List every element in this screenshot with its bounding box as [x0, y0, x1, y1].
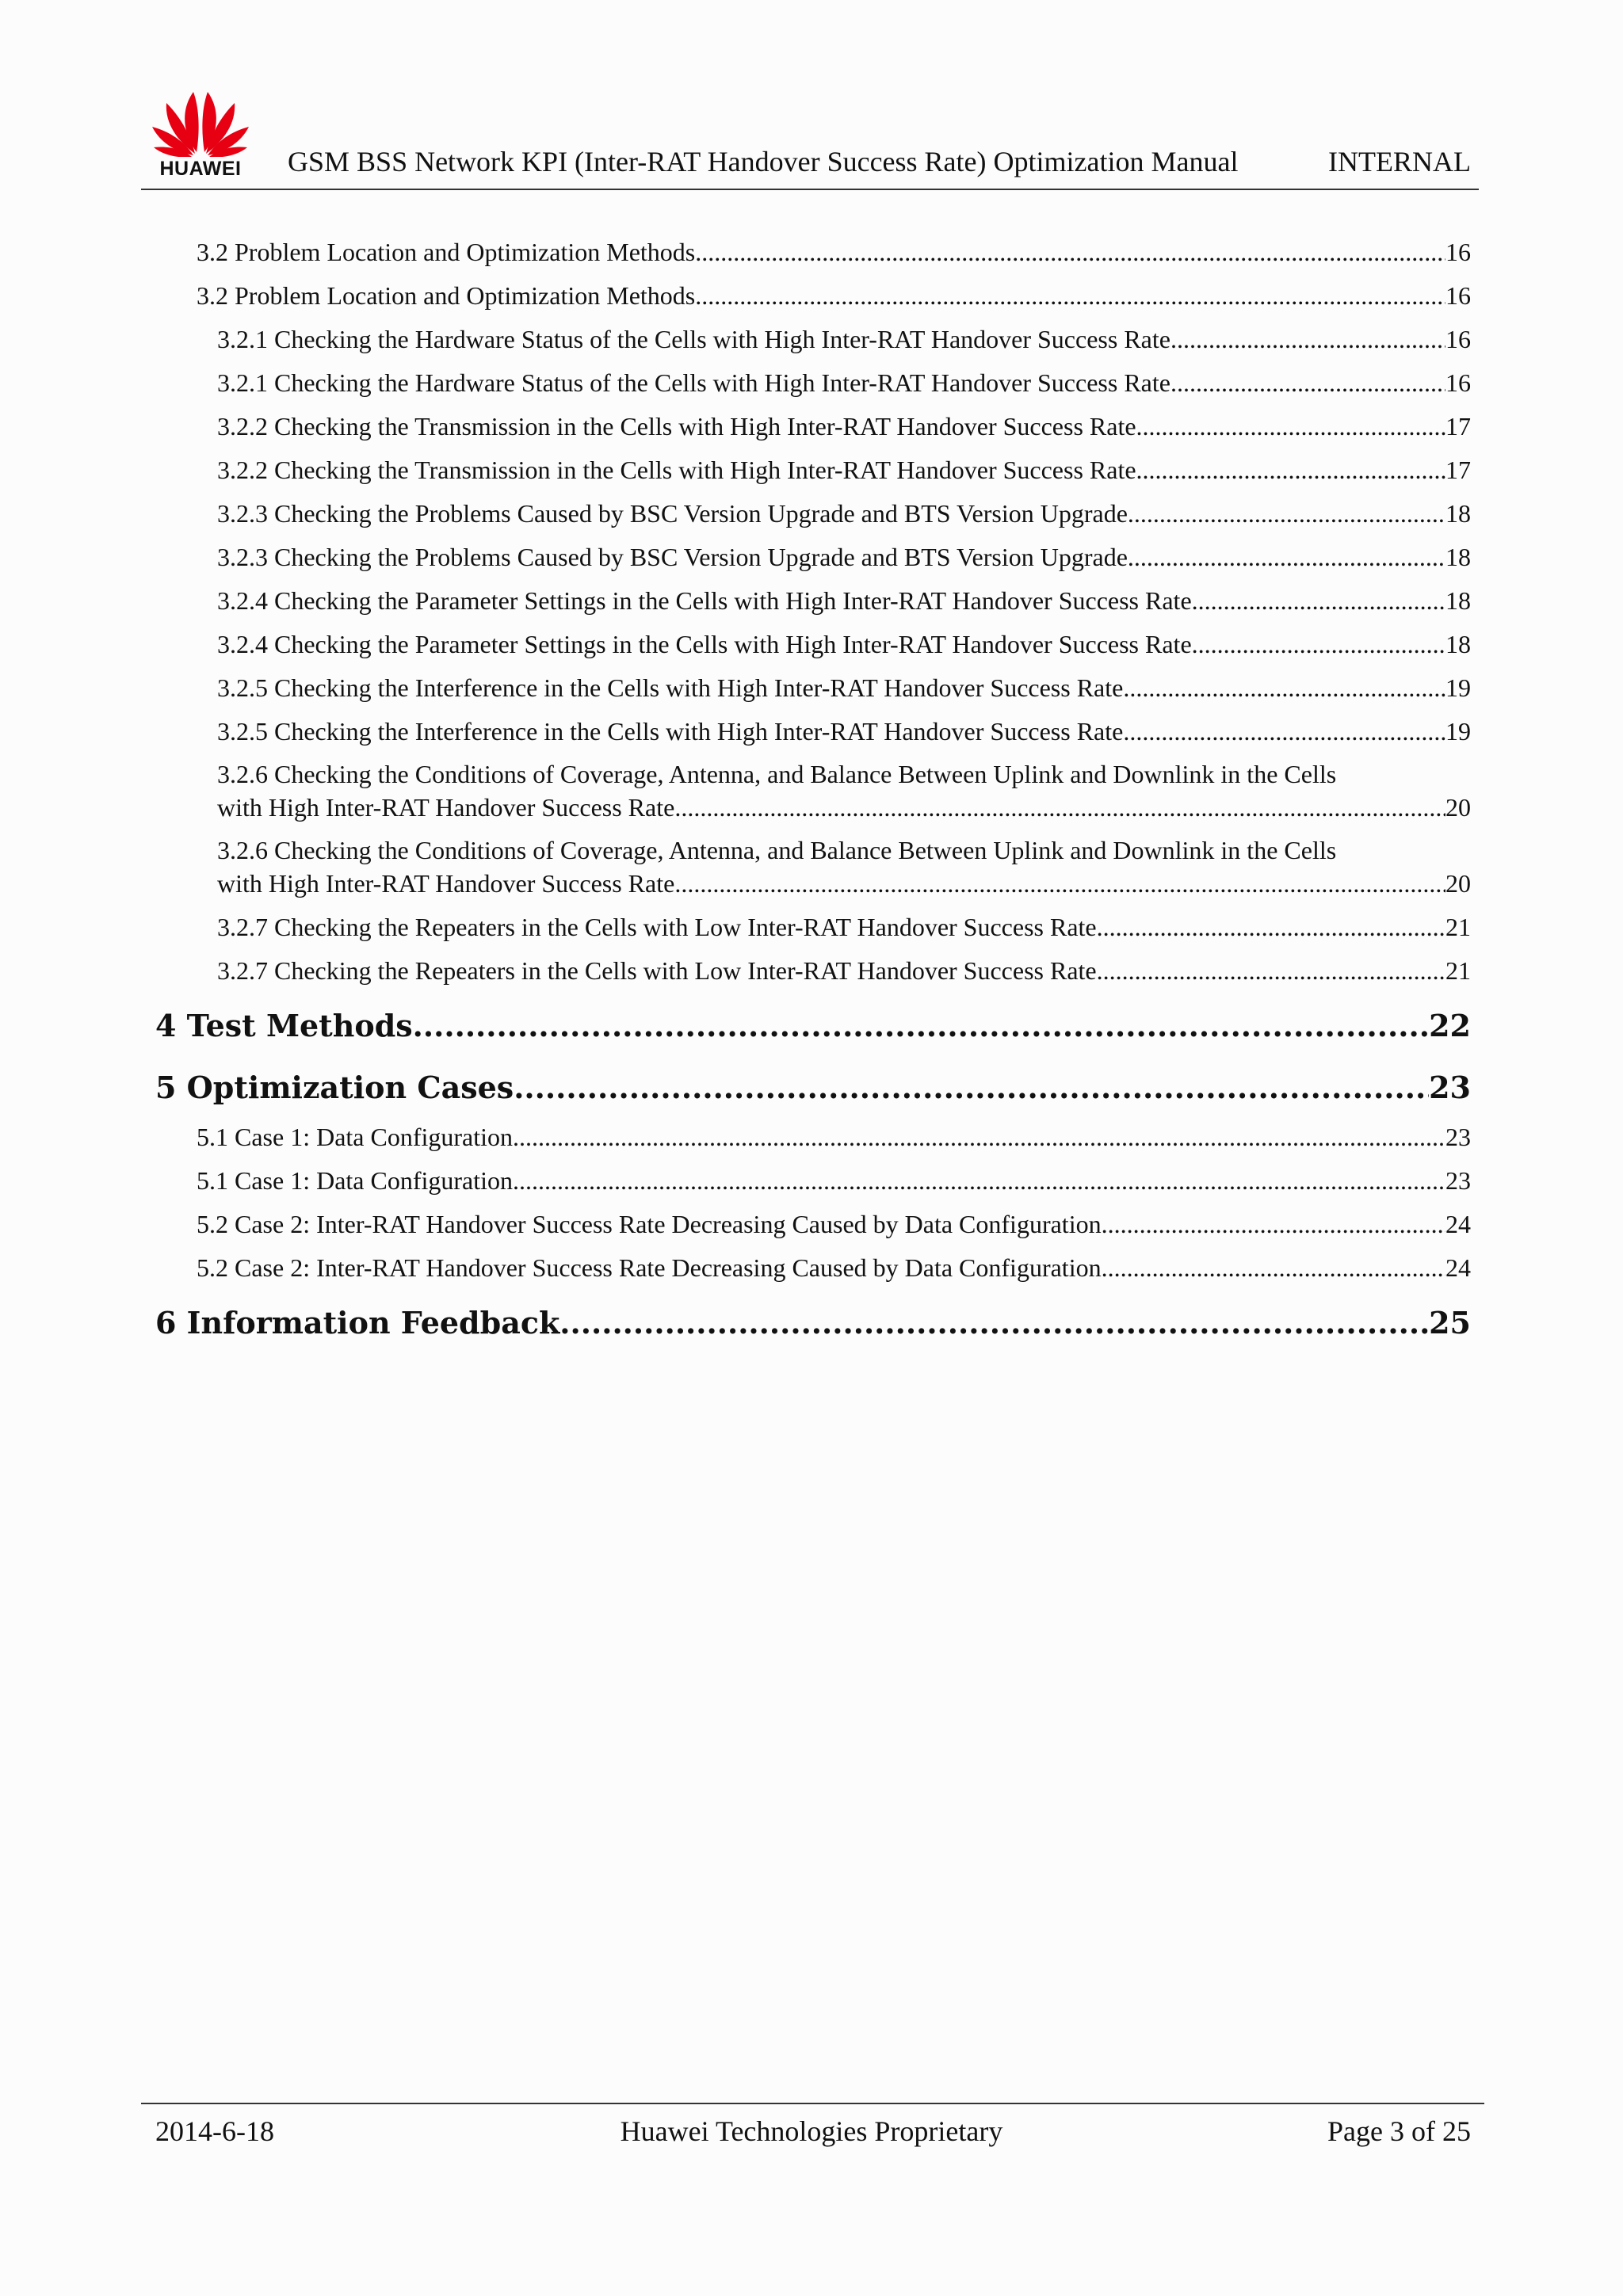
toc-entry[interactable] [197, 279, 1471, 312]
toc-entry[interactable] [197, 1164, 1471, 1197]
toc-entry[interactable] [197, 1207, 1471, 1241]
toc-entry[interactable] [217, 366, 1471, 399]
header-divider [141, 189, 1479, 190]
toc-page-number: 18 [1445, 499, 1471, 528]
toc-entry[interactable] [217, 954, 1471, 987]
toc-dot-leader [1123, 671, 1445, 704]
toc-chapter-title: 4 Test Methods [155, 1008, 413, 1043]
toc-entry-title: 3.2.2 Checking the Transmission in the Cells with High Inter-RAT Handover Success Rate [217, 456, 1136, 484]
toc-entry-title: 3.2.7 Checking the Repeaters in the Cells with Low Inter-RAT Handover Success Rate [217, 956, 1097, 985]
toc-entry[interactable] [217, 757, 1471, 824]
toc-page-number: 21 [1445, 913, 1471, 941]
huawei-logo [151, 86, 250, 185]
toc-dot-leader [514, 1069, 1429, 1107]
toc-page-number: 24 [1445, 1253, 1471, 1282]
toc-page-number: 23 [1445, 1123, 1471, 1151]
toc-entry-title-continued: with High Inter-RAT Handover Success Rate [217, 793, 675, 822]
toc-entry-title: 3.2.6 Checking the Conditions of Coverage, Antenna, and Balance Between Uplink and Downlink in the Cells [217, 836, 1337, 864]
toc-page-number: 18 [1445, 630, 1471, 658]
toc-dot-leader [1170, 366, 1445, 399]
toc-page-number: 17 [1445, 412, 1471, 441]
toc-page-number: 17 [1445, 456, 1471, 484]
toc-entry[interactable] [217, 540, 1471, 574]
toc-dot-leader [1136, 410, 1445, 443]
footer-divider [141, 2103, 1484, 2104]
toc-page-number: 20 [1445, 793, 1471, 822]
toc-entry-title: 3.2.6 Checking the Conditions of Coverage, Antenna, and Balance Between Uplink and Downlink in the Cells [217, 760, 1337, 788]
toc-dot-leader [1102, 1207, 1445, 1241]
toc-entry[interactable] [217, 715, 1471, 748]
toc-page-number: 16 [1445, 368, 1471, 397]
footer-page-number: Page 3 of 25 [1327, 2115, 1471, 2147]
document-title: GSM BSS Network KPI (Inter-RAT Handover Success Rate) Optimization Manual [288, 146, 1239, 177]
toc-page-number: 19 [1445, 673, 1471, 702]
toc-dot-leader [674, 867, 1445, 900]
toc-page-number: 23 [1429, 1070, 1471, 1105]
logo-wordmark: HUAWEI [159, 158, 242, 180]
toc-page-number: 20 [1445, 869, 1471, 898]
toc-dot-leader [1170, 322, 1445, 356]
toc-page-number: 23 [1445, 1166, 1471, 1195]
toc-entry-title: 3.2.1 Checking the Hardware Status of the Cells with High Inter-RAT Handover Success Rate [217, 368, 1170, 397]
toc-page-number: 16 [1445, 281, 1471, 310]
toc-page-number: 16 [1445, 238, 1471, 266]
toc-entry-title: 3.2.5 Checking the Interference in the Cells with High Inter-RAT Handover Success Rate [217, 717, 1124, 746]
toc-entry-title: 3.2.2 Checking the Transmission in the Cells with High Inter-RAT Handover Success Rate [217, 412, 1136, 441]
toc-page-number: 19 [1445, 717, 1471, 746]
toc-chapter-entry[interactable] [155, 1007, 1471, 1045]
classification-label: INTERNAL [1328, 146, 1471, 177]
toc-entry[interactable] [197, 235, 1471, 269]
toc-dot-leader [413, 1007, 1429, 1045]
toc-entry-title: 3.2.3 Checking the Problems Caused by BSC Version Upgrade and BTS Version Upgrade [217, 499, 1128, 528]
toc-page-number: 24 [1445, 1210, 1471, 1238]
toc-dot-leader [513, 1164, 1445, 1197]
toc-page-number: 18 [1445, 543, 1471, 571]
toc-entry[interactable] [217, 671, 1471, 704]
toc-entry-title: 3.2.1 Checking the Hardware Status of the Cells with High Inter-RAT Handover Success Rate [217, 325, 1170, 353]
toc-page-number: 25 [1429, 1305, 1471, 1341]
toc-dot-leader [559, 1304, 1429, 1342]
toc-entry-title: 3.2.3 Checking the Problems Caused by BSC Version Upgrade and BTS Version Upgrade [217, 543, 1128, 571]
toc-dot-leader [1136, 453, 1445, 486]
toc-entry[interactable] [217, 497, 1471, 530]
toc-dot-leader [695, 279, 1445, 312]
toc-entry[interactable] [217, 910, 1471, 944]
toc-dot-leader [1097, 910, 1445, 944]
toc-entry[interactable] [217, 410, 1471, 443]
toc-dot-leader [1192, 584, 1445, 617]
toc-entry[interactable] [217, 453, 1471, 486]
toc-entry-title: 3.2 Problem Location and Optimization Methods [197, 238, 696, 266]
toc-chapter-title: 5 Optimization Cases [155, 1070, 514, 1105]
toc-page-number: 21 [1445, 956, 1471, 985]
toc-entry[interactable] [217, 322, 1471, 356]
toc-entry[interactable] [197, 1120, 1471, 1154]
footer-proprietary-notice: Huawei Technologies Proprietary [620, 2115, 1003, 2147]
toc-entry-title: 5.2 Case 2: Inter-RAT Handover Success Rate Decreasing Caused by Data Configuration [197, 1210, 1102, 1238]
toc-entry-title: 3.2.5 Checking the Interference in the Cells with High Inter-RAT Handover Success Rate [217, 673, 1124, 702]
footer-date: 2014-6-18 [155, 2115, 274, 2147]
toc-entry[interactable] [197, 1251, 1471, 1284]
toc-dot-leader [1097, 954, 1445, 987]
toc-page-number: 16 [1445, 325, 1471, 353]
toc-dot-leader [1192, 627, 1445, 661]
toc-entry-title: 5.1 Case 1: Data Configuration [197, 1123, 514, 1151]
toc-page-number: 18 [1445, 586, 1471, 615]
toc-entry-title: 5.1 Case 1: Data Configuration [197, 1166, 514, 1195]
toc-entry-title: 3.2.7 Checking the Repeaters in the Cells with Low Inter-RAT Handover Success Rate [217, 913, 1097, 941]
toc-dot-leader [513, 1120, 1445, 1154]
toc-entry-title: 3.2.4 Checking the Parameter Settings in the Cells with High Inter-RAT Handover Success Rate [217, 630, 1192, 658]
toc-dot-leader [695, 235, 1445, 269]
toc-dot-leader [1128, 497, 1445, 530]
toc-entry-title: 3.2 Problem Location and Optimization Methods [197, 281, 696, 310]
toc-page-number: 22 [1429, 1008, 1471, 1043]
toc-chapter-entry[interactable] [155, 1304, 1471, 1342]
toc-entry[interactable] [217, 584, 1471, 617]
toc-entry[interactable] [217, 627, 1471, 661]
toc-entry-title: 5.2 Case 2: Inter-RAT Handover Success Rate Decreasing Caused by Data Configuration [197, 1253, 1102, 1282]
toc-chapter-title: 6 Information Feedback [155, 1305, 560, 1341]
toc-entry[interactable] [217, 833, 1471, 900]
toc-dot-leader [1123, 715, 1445, 748]
toc-dot-leader [674, 791, 1445, 824]
huawei-petals-icon [151, 86, 250, 157]
toc-entry-title-continued: with High Inter-RAT Handover Success Rate [217, 869, 675, 898]
toc-dot-leader [1128, 540, 1445, 574]
toc-entry-title: 3.2.4 Checking the Parameter Settings in the Cells with High Inter-RAT Handover Success Rate [217, 586, 1192, 615]
toc-chapter-entry[interactable] [155, 1069, 1471, 1107]
toc-dot-leader [1102, 1251, 1445, 1284]
